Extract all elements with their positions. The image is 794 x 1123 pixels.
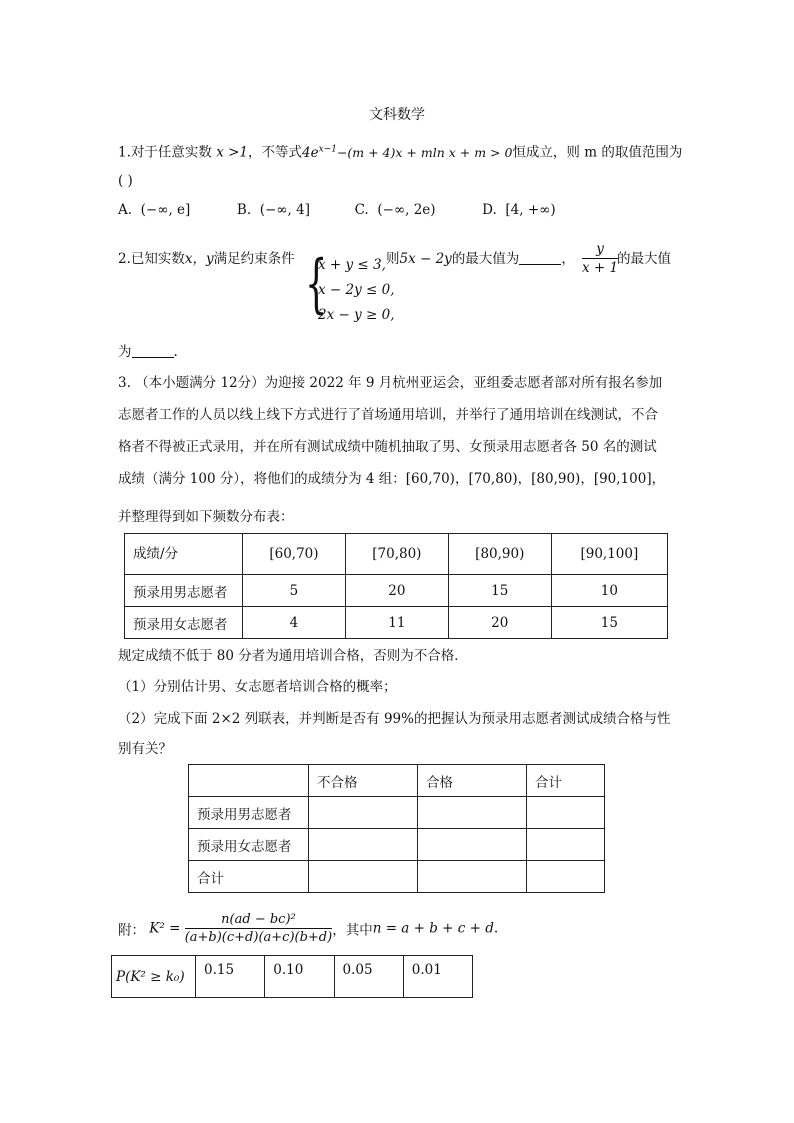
table-row: 合计 — [189, 861, 605, 893]
answer-cell[interactable] — [309, 829, 418, 861]
q2-tail: 为 . — [118, 344, 178, 360]
q1-condition: x >1 — [216, 144, 248, 161]
table-row: 成绩/分 [60,70) [70,80) [80,90) [90,100] — [125, 534, 668, 575]
answer-blank-2[interactable] — [132, 343, 174, 358]
question-1-stem — [118, 139, 682, 163]
answer-cell[interactable] — [527, 829, 605, 861]
answer-cell[interactable] — [418, 797, 527, 829]
answer-cell[interactable] — [527, 797, 605, 829]
contingency-table — [188, 764, 605, 893]
q3-paragraph-3: 格者不得被正式录用，并在所有测试成绩中随机抽取了男、女预录用志愿者各 50 名的测试 — [118, 439, 657, 455]
q1-expression: $4e^{x-1}-(m + 4)x + mln$ x + m > 0 — [302, 144, 513, 161]
page-title: 文科数学 — [369, 107, 425, 123]
q1-option-d: D. [4, +∞) — [482, 202, 556, 218]
answer-blank-1[interactable] — [519, 250, 561, 265]
q2-objective: 则5x − 2y的最大值为 ， — [386, 251, 575, 267]
q3-paragraph-2: 志愿者工作的人员以线上线下方式进行了首场通用培训，并举行了通用培训在线测试，不合 — [118, 407, 658, 423]
q3-rule: 规定成绩不低于 80 分者为通用培训合格，否则为不合格． — [118, 648, 468, 664]
q3-paragraph-4: 成绩（满分 100 分），将他们的成绩分为 4 组：[60,70)，[70,80)，[80,90)，[90,100]， — [118, 471, 666, 487]
constraint-brace: { — [305, 247, 328, 321]
table-row: P(K² ≥ k₀) 0.15 0.10 0.05 0.01 — [112, 956, 473, 998]
q3-sub-question-2b: 别有关？ — [118, 741, 172, 757]
q1-stem-b: ，不等式 — [248, 144, 302, 161]
q1-option-b: B. (−∞, 4] — [236, 202, 310, 218]
appendix-formula: 附： K² = $\frac{\text{n(ad − bc)²}}{(a+b)(c+d)(a+c)(b+d)}$ ，其中n = a + b + c + d. — [118, 912, 499, 945]
q1-option-a: A. (−∞, e] — [118, 202, 191, 218]
q1-option-c: C. (−∞, 2e) — [354, 202, 436, 218]
q1-stem-a: 1.对于任意实数 — [118, 144, 212, 161]
probability-table — [111, 955, 473, 998]
frequency-table — [124, 533, 668, 639]
table-row: 预录用女志愿者 — [189, 829, 605, 861]
q3-sub-question-2a: （2）完成下面 2×2 列联表，并判断是否有 99%的把握认为预录用志愿者测试成绩合格与性 — [118, 711, 671, 727]
q1-paren: ( ) — [118, 173, 133, 189]
q3-paragraph-5: 并整理得到如下频数分布表： — [118, 509, 294, 525]
q2-fraction: $\frac{y}{x + 1}$ — [582, 241, 619, 276]
constraint-3: 2x − y ≥ 0, — [318, 307, 395, 323]
q3-paragraph-1: 3. （本小题满分 12分）为迎接 2022 年 9 月杭州亚运会，亚组委志愿者部对所有报名参加 — [118, 375, 663, 391]
q2-stem-e: 的最大值 — [617, 251, 671, 267]
table-row: 预录用男志愿者 5 20 15 10 — [125, 575, 668, 607]
answer-cell[interactable] — [309, 861, 418, 893]
table-row: 预录用男志愿者 — [189, 797, 605, 829]
constraint-2: x − 2y ≤ 0, — [318, 282, 395, 298]
question-2-stem: 2.已知实数x，y满足约束条件 — [118, 251, 295, 267]
table-row: 预录用女志愿者 4 11 20 15 — [125, 607, 668, 639]
q3-sub-question-1: （1）分别估计男、女志愿者培训合格的概率； — [118, 679, 397, 695]
answer-cell[interactable] — [309, 797, 418, 829]
answer-cell[interactable] — [527, 861, 605, 893]
constraint-1: x + y ≤ 3, — [318, 257, 386, 273]
answer-cell[interactable] — [418, 861, 527, 893]
q1-options — [118, 200, 556, 220]
table-row: 不合格 合格 合计 — [189, 765, 605, 797]
q1-stem-c: 恒成立，则 m 的取值范围为 — [512, 144, 683, 161]
answer-cell[interactable] — [418, 829, 527, 861]
